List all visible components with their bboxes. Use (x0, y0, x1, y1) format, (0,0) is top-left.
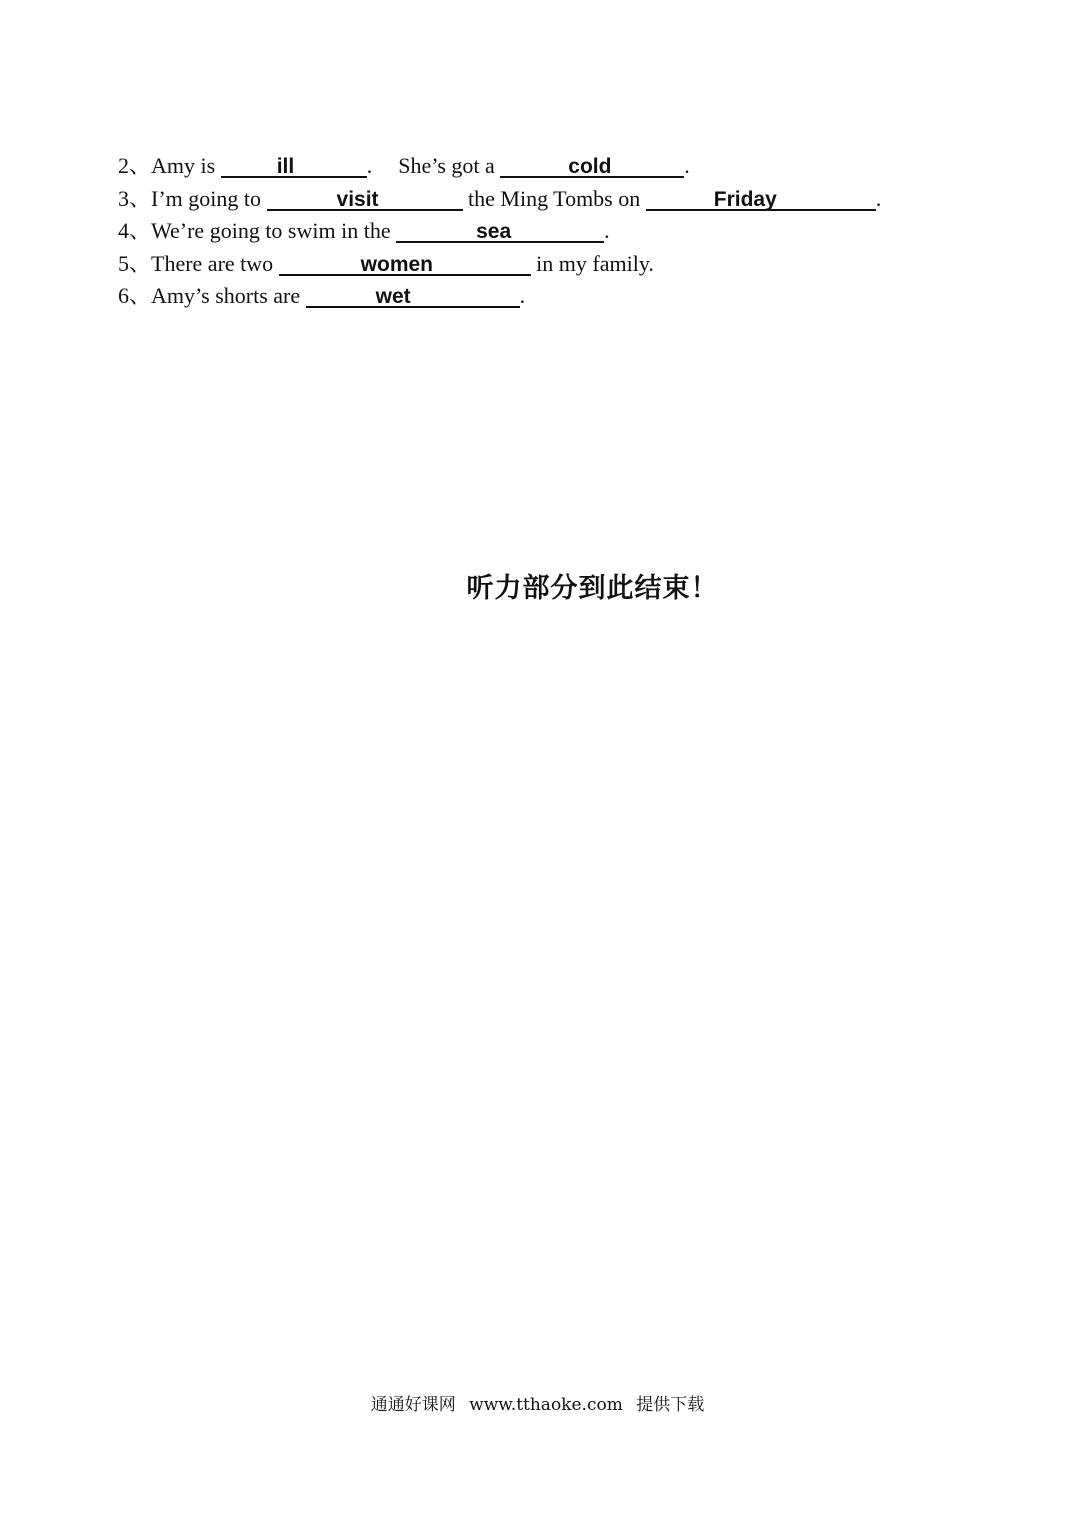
answer-line-4 (118, 215, 978, 248)
answer-blank: women (279, 252, 531, 276)
item-number: 4、 (118, 218, 152, 243)
page-footer (0, 1390, 1075, 1415)
item-number: 5、 (118, 250, 152, 276)
sentence-text: Amy’s shorts are (151, 283, 306, 308)
sentence-text: . (519, 283, 526, 308)
answer-line-3 (118, 183, 978, 216)
footer-note: 提供下载 (636, 1395, 705, 1415)
sentence-text: the Ming Tombs on (462, 185, 646, 211)
sentence-text: . (684, 153, 690, 178)
sentence-text: in my family. (530, 250, 654, 276)
sentence-text: . (604, 218, 610, 243)
answer-blank: wet (306, 284, 520, 308)
footer-site-name: 通通好课网 (370, 1395, 456, 1415)
sentence-text: . (875, 185, 882, 211)
item-number: 6、 (118, 283, 152, 308)
answer-blank: ill (221, 154, 367, 178)
item-number: 2、 (118, 153, 152, 178)
sentence-text: Amy is (151, 153, 221, 178)
answer-list (118, 150, 978, 313)
sentence-text: I’m going to (151, 185, 267, 211)
answer-blank: visit (267, 187, 463, 211)
footer-url: www.tthaoke.com (469, 1395, 623, 1415)
answer-line-5 (118, 248, 978, 281)
closing-heading: 听力部分到此结束！ (466, 573, 719, 604)
sentence-text: There are two (151, 250, 279, 276)
answer-blank: cold (500, 154, 684, 178)
answer-blank: sea (396, 219, 604, 243)
answer-line-6 (118, 280, 978, 313)
answer-blank: Friday (646, 187, 876, 211)
sentence-text: She’s got a (398, 153, 501, 178)
item-number: 3、 (118, 185, 152, 211)
sentence-text: We’re going to swim in the (151, 218, 397, 243)
answer-line-2 (118, 150, 978, 183)
sentence-text: . (366, 153, 373, 178)
